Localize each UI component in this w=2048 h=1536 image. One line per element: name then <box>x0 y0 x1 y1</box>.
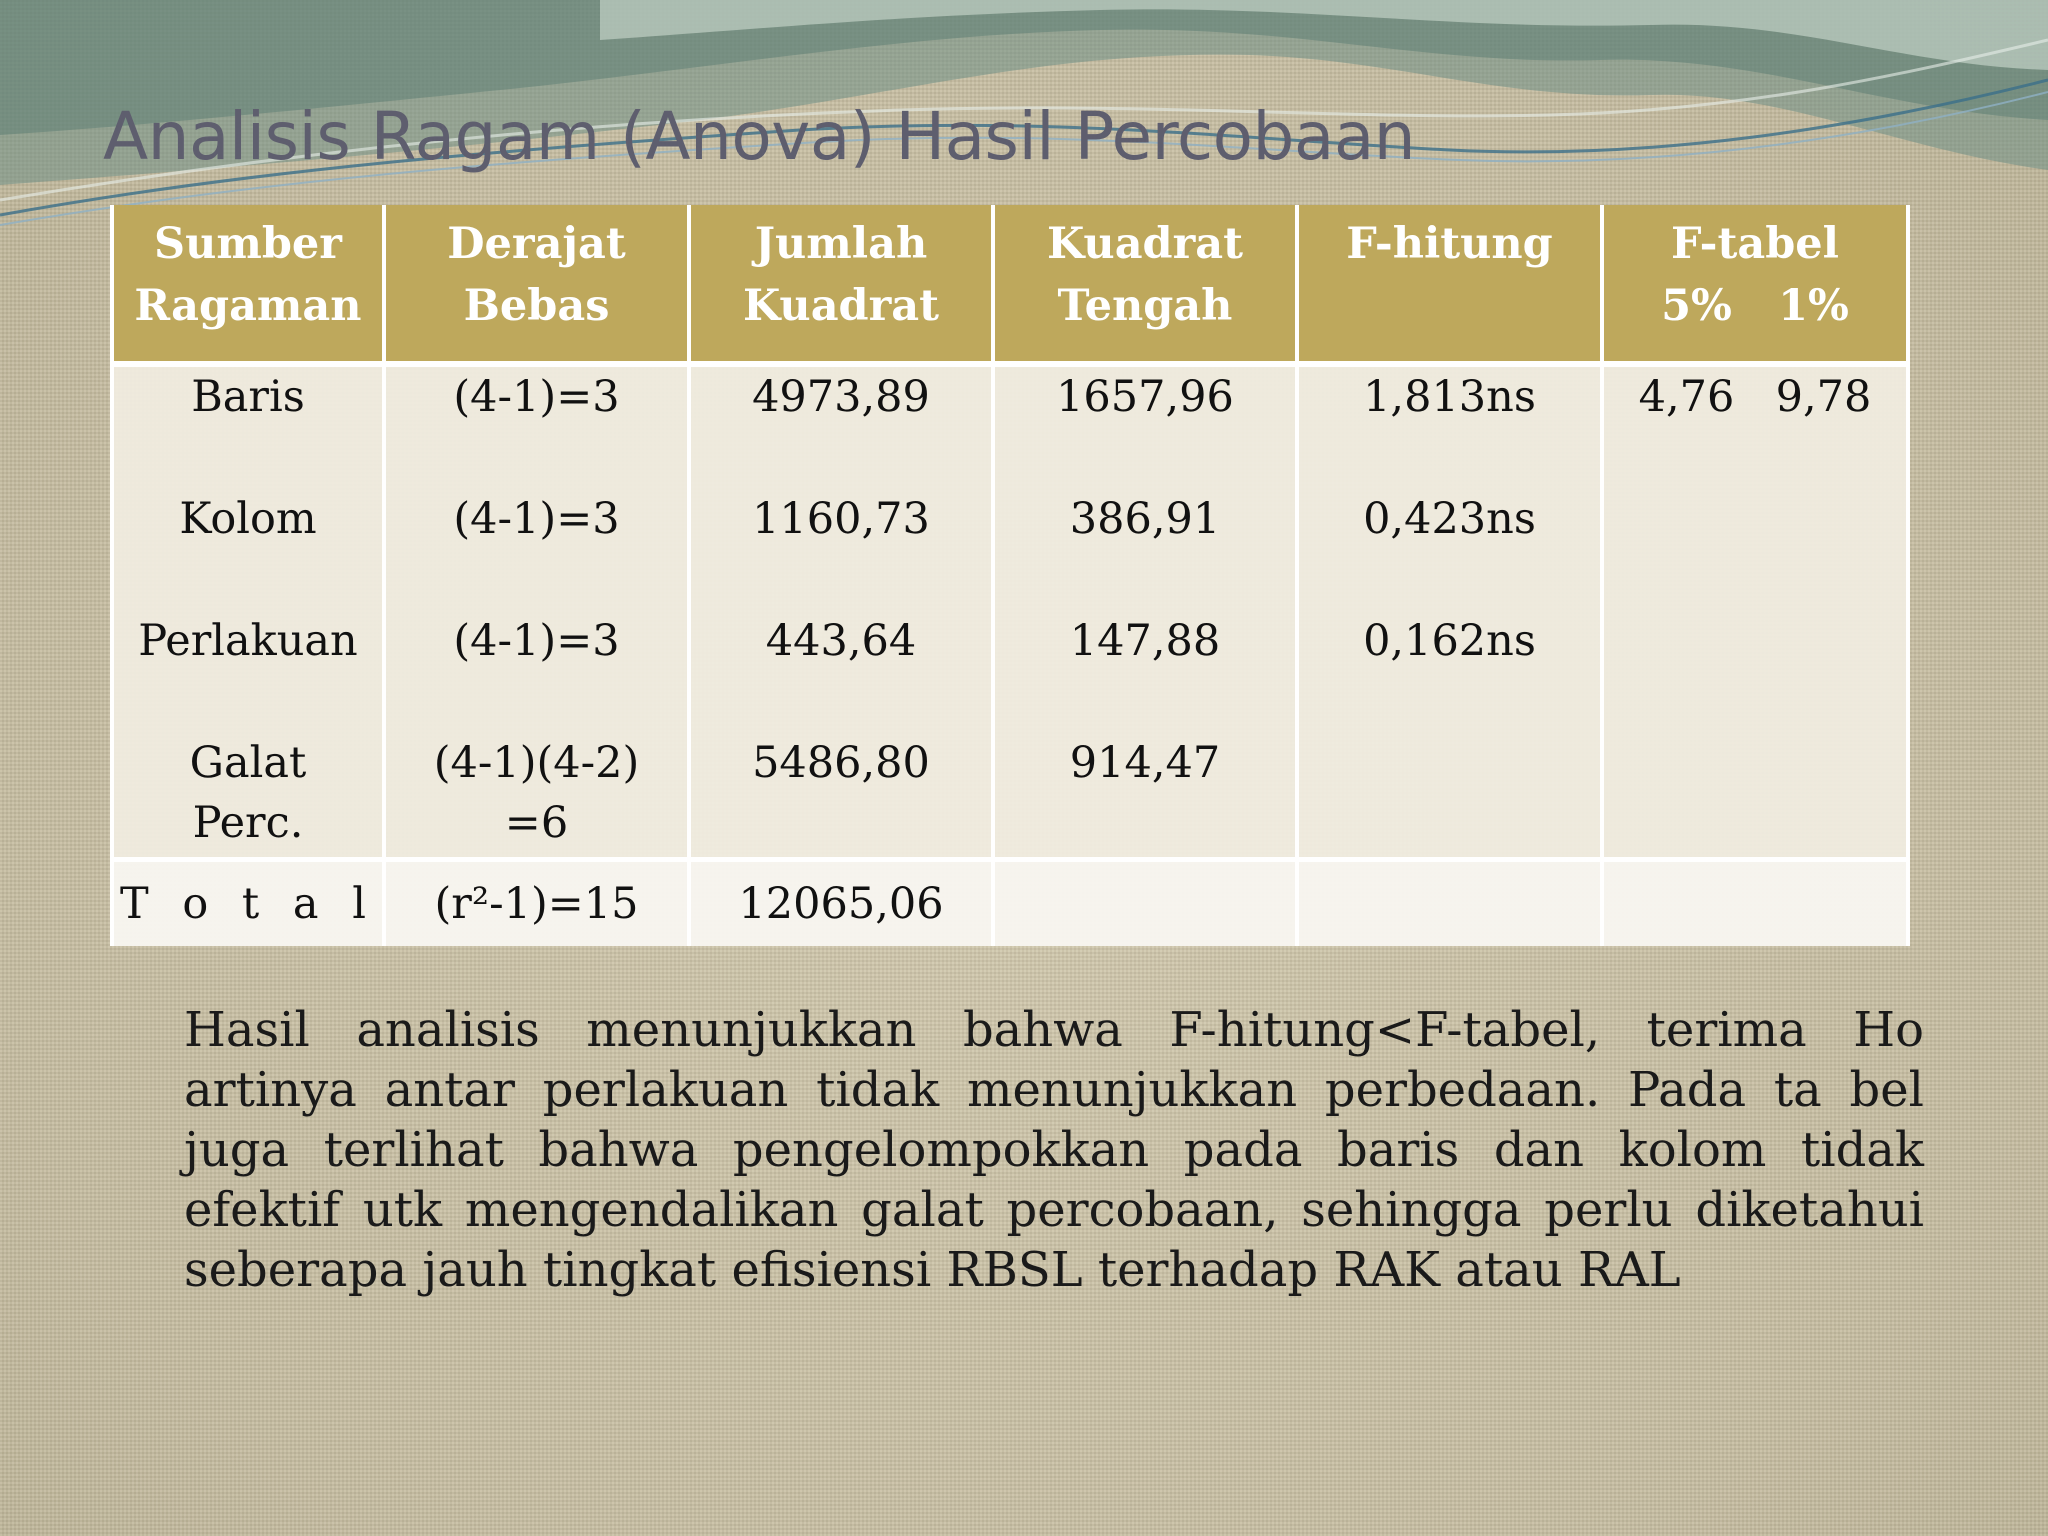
cell-jk: 12065,06 <box>689 860 993 947</box>
cell-sumber: Galat Perc. <box>112 733 384 860</box>
table-row-kolom <box>112 489 1908 611</box>
cell-kt: 1657,96 <box>993 364 1297 489</box>
cell-sumber: Baris <box>112 364 384 489</box>
header-f-tabel: F-tabel 5% 1% <box>1602 205 1908 364</box>
cell-sumber: Kolom <box>112 489 384 611</box>
cell-kt: 386,91 <box>993 489 1297 611</box>
cell-db: (r²-1)=15 <box>384 860 689 947</box>
header-sumber-ragaman: Sumber Ragaman <box>112 205 384 364</box>
header-f-hitung: F-hitung <box>1297 205 1602 364</box>
cell-db: (4-1)=3 <box>384 489 689 611</box>
cell-ftab <box>1602 733 1908 860</box>
header-f-tabel-5: 5% <box>1661 281 1732 331</box>
table-row-galat <box>112 733 1908 860</box>
cell-db: (4-1)=3 <box>384 611 689 733</box>
cell-sumber: Perlakuan <box>112 611 384 733</box>
cell-fhit <box>1297 860 1602 947</box>
header-f-tabel-1: 1% <box>1778 281 1849 331</box>
cell-fhit <box>1297 733 1602 860</box>
cell-ftab <box>1602 364 1908 489</box>
cell-kt: 147,88 <box>993 611 1297 733</box>
cell-jk: 4973,89 <box>689 364 993 489</box>
cell-ftab <box>1602 611 1908 733</box>
cell-jk: 5486,80 <box>689 733 993 860</box>
cell-db: (4-1)=3 <box>384 364 689 489</box>
cell-fhit: 1,813ns <box>1297 364 1602 489</box>
table-header-row <box>112 205 1908 364</box>
header-kuadrat-tengah: Kuadrat Tengah <box>993 205 1297 364</box>
cell-ftab-5: 4,76 <box>1638 372 1735 422</box>
cell-db: (4-1)(4-2) =6 <box>384 733 689 860</box>
slide-title: Analisis Ragam (Anova) Hasil Percobaan <box>103 98 1416 175</box>
cell-ftab <box>1602 860 1908 947</box>
cell-kt: 914,47 <box>993 733 1297 860</box>
header-jumlah-kuadrat: Jumlah Kuadrat <box>689 205 993 364</box>
table-row-baris <box>112 364 1908 489</box>
cell-ftab <box>1602 489 1908 611</box>
conclusion-text: Hasil analisis menunjukkan bahwa F-hitung<F-tabel, terima Ho artinya antar perlakuan tidak menunjukkan perbedaan. Pada ta bel juga terlihat bahwa pengelompokkan pada baris dan kolom tidak efektif utk mengendalikan galat percobaan, sehingga perlu diketahui seberapa jauh tingkat efisiensi RBSL terhadap RAK atau RAL <box>184 1002 1924 1298</box>
cell-jk: 443,64 <box>689 611 993 733</box>
cell-jk: 1160,73 <box>689 489 993 611</box>
cell-fhit: 0,423ns <box>1297 489 1602 611</box>
cell-ftab-1: 9,78 <box>1775 372 1872 422</box>
cell-kt <box>993 860 1297 947</box>
table-row-perlakuan <box>112 611 1908 733</box>
anova-table <box>110 205 1910 946</box>
table-row-total <box>112 860 1908 947</box>
cell-sumber: T o t a l <box>112 860 384 947</box>
cell-fhit: 0,162ns <box>1297 611 1602 733</box>
header-derajat-bebas: Derajat Bebas <box>384 205 689 364</box>
